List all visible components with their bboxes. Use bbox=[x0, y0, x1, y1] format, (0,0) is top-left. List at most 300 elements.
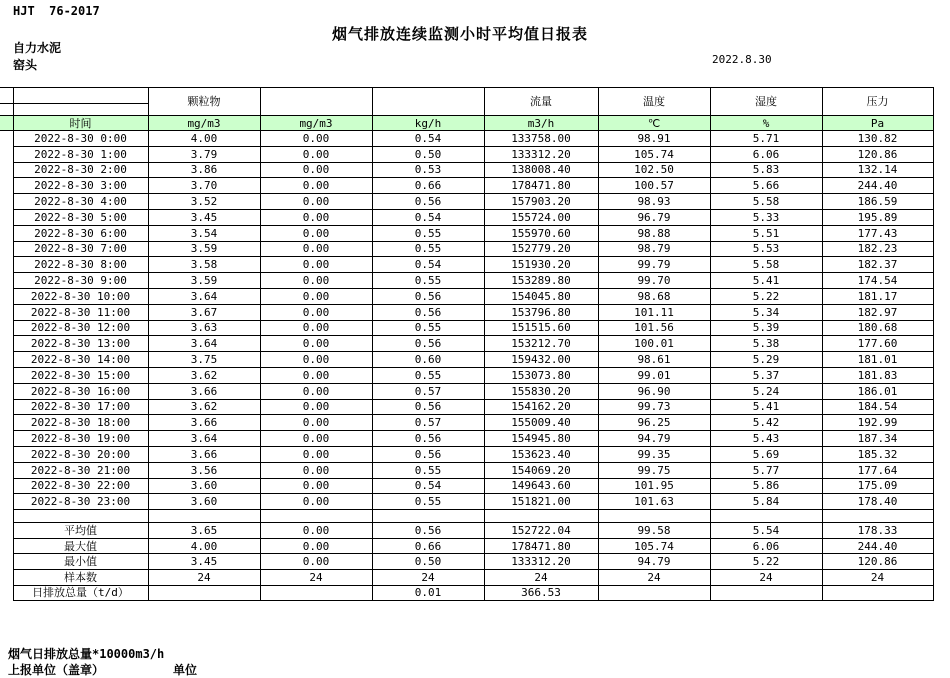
data-cell: 181.01 bbox=[822, 352, 933, 368]
summary-label-cell: 日排放总量（t/d） bbox=[13, 585, 148, 601]
table-row bbox=[0, 462, 933, 478]
summary-value-cell: 0.56 bbox=[372, 523, 484, 539]
column-group-header bbox=[260, 88, 372, 116]
summary-value-cell: 94.79 bbox=[598, 554, 710, 570]
summary-value-cell: 24 bbox=[260, 569, 372, 585]
time-cell: 2022-8-30 18:00 bbox=[13, 415, 148, 431]
summary-value-cell: 24 bbox=[372, 569, 484, 585]
time-header-upper-cell bbox=[13, 88, 148, 104]
column-group-header bbox=[372, 88, 484, 116]
data-cell: 0.00 bbox=[260, 352, 372, 368]
data-cell: 0.54 bbox=[372, 209, 484, 225]
table-row bbox=[0, 510, 933, 523]
unit-label: 单位 bbox=[173, 663, 198, 677]
time-cell: 2022-8-30 0:00 bbox=[13, 131, 148, 147]
data-cell: 5.84 bbox=[710, 494, 822, 510]
gutter-cell bbox=[0, 194, 13, 210]
gutter-cell bbox=[0, 415, 13, 431]
data-cell: 0.00 bbox=[260, 304, 372, 320]
summary-value-cell: 24 bbox=[710, 569, 822, 585]
data-cell: 185.32 bbox=[822, 446, 933, 462]
summary-label-cell: 最大值 bbox=[13, 538, 148, 554]
unit-header-cell: mg/m3 bbox=[260, 116, 372, 131]
data-cell: 3.66 bbox=[148, 415, 260, 431]
gutter-cell bbox=[0, 257, 13, 273]
table-row bbox=[0, 523, 933, 539]
data-cell: 5.39 bbox=[710, 320, 822, 336]
gutter-cell bbox=[0, 554, 13, 570]
data-cell: 192.99 bbox=[822, 415, 933, 431]
time-cell: 2022-8-30 17:00 bbox=[13, 399, 148, 415]
column-group-header: 湿度 bbox=[710, 88, 822, 116]
summary-value-cell: 24 bbox=[484, 569, 598, 585]
empty-cell bbox=[260, 510, 372, 523]
empty-cell bbox=[710, 510, 822, 523]
time-cell: 2022-8-30 20:00 bbox=[13, 446, 148, 462]
table-row bbox=[0, 88, 933, 104]
table-row bbox=[0, 415, 933, 431]
gutter-cell bbox=[0, 273, 13, 289]
summary-value-cell: 0.00 bbox=[260, 523, 372, 539]
data-cell: 0.55 bbox=[372, 273, 484, 289]
data-cell: 5.22 bbox=[710, 288, 822, 304]
data-cell: 3.52 bbox=[148, 194, 260, 210]
data-cell: 99.35 bbox=[598, 446, 710, 462]
data-cell: 177.43 bbox=[822, 225, 933, 241]
data-cell: 99.73 bbox=[598, 399, 710, 415]
summary-value-cell: 24 bbox=[148, 569, 260, 585]
data-cell: 5.24 bbox=[710, 383, 822, 399]
time-cell: 2022-8-30 19:00 bbox=[13, 431, 148, 447]
data-cell: 0.55 bbox=[372, 320, 484, 336]
data-cell: 0.54 bbox=[372, 478, 484, 494]
data-cell: 132.14 bbox=[822, 162, 933, 178]
data-cell: 5.83 bbox=[710, 162, 822, 178]
summary-value-cell bbox=[598, 585, 710, 601]
data-cell: 5.58 bbox=[710, 257, 822, 273]
data-cell: 0.55 bbox=[372, 462, 484, 478]
data-cell: 0.00 bbox=[260, 383, 372, 399]
data-cell: 4.00 bbox=[148, 131, 260, 147]
data-cell: 3.67 bbox=[148, 304, 260, 320]
summary-value-cell: 99.58 bbox=[598, 523, 710, 539]
summary-value-cell: 178.33 bbox=[822, 523, 933, 539]
data-cell: 154945.80 bbox=[484, 431, 598, 447]
data-cell: 5.38 bbox=[710, 336, 822, 352]
data-cell: 101.11 bbox=[598, 304, 710, 320]
data-cell: 3.62 bbox=[148, 367, 260, 383]
report-table-body bbox=[0, 88, 933, 601]
gutter-cell bbox=[0, 288, 13, 304]
summary-value-cell: 24 bbox=[822, 569, 933, 585]
data-cell: 186.01 bbox=[822, 383, 933, 399]
data-cell: 0.56 bbox=[372, 288, 484, 304]
data-cell: 98.91 bbox=[598, 131, 710, 147]
data-cell: 5.86 bbox=[710, 478, 822, 494]
time-cell: 2022-8-30 12:00 bbox=[13, 320, 148, 336]
data-cell: 98.93 bbox=[598, 194, 710, 210]
data-cell: 138008.40 bbox=[484, 162, 598, 178]
data-cell: 3.66 bbox=[148, 383, 260, 399]
summary-value-cell: 0.00 bbox=[260, 538, 372, 554]
data-cell: 5.42 bbox=[710, 415, 822, 431]
report-date: 2022.8.30 bbox=[712, 53, 772, 66]
data-cell: 3.60 bbox=[148, 494, 260, 510]
summary-value-cell: 3.65 bbox=[148, 523, 260, 539]
unit-header-cell: mg/m3 bbox=[148, 116, 260, 131]
data-cell: 153073.80 bbox=[484, 367, 598, 383]
gutter-cell bbox=[0, 241, 13, 257]
unit-header-cell: ℃ bbox=[598, 116, 710, 131]
gutter-cell bbox=[0, 336, 13, 352]
time-cell: 2022-8-30 21:00 bbox=[13, 462, 148, 478]
data-cell: 3.70 bbox=[148, 178, 260, 194]
data-cell: 0.00 bbox=[260, 446, 372, 462]
data-cell: 155830.20 bbox=[484, 383, 598, 399]
gutter-cell bbox=[0, 585, 13, 601]
column-group-header: 温度 bbox=[598, 88, 710, 116]
data-cell: 120.86 bbox=[822, 146, 933, 162]
data-cell: 244.40 bbox=[822, 178, 933, 194]
gutter-cell bbox=[0, 162, 13, 178]
data-cell: 98.61 bbox=[598, 352, 710, 368]
data-cell: 130.82 bbox=[822, 131, 933, 147]
table-row bbox=[0, 367, 933, 383]
data-cell: 0.00 bbox=[260, 462, 372, 478]
gutter-cell bbox=[0, 494, 13, 510]
data-cell: 5.43 bbox=[710, 431, 822, 447]
time-cell: 2022-8-30 7:00 bbox=[13, 241, 148, 257]
summary-value-cell: 133312.20 bbox=[484, 554, 598, 570]
data-cell: 3.60 bbox=[148, 478, 260, 494]
gutter-cell bbox=[0, 131, 13, 147]
data-cell: 177.60 bbox=[822, 336, 933, 352]
gutter-cell bbox=[0, 478, 13, 494]
summary-value-cell: 366.53 bbox=[484, 585, 598, 601]
data-cell: 101.63 bbox=[598, 494, 710, 510]
gutter-cell bbox=[0, 146, 13, 162]
data-cell: 180.68 bbox=[822, 320, 933, 336]
data-cell: 0.55 bbox=[372, 367, 484, 383]
standard-code: HJT 76-2017 bbox=[13, 4, 100, 18]
time-cell: 2022-8-30 5:00 bbox=[13, 209, 148, 225]
data-cell: 0.00 bbox=[260, 320, 372, 336]
data-cell: 105.74 bbox=[598, 146, 710, 162]
gutter-cell bbox=[0, 510, 13, 523]
table-row bbox=[0, 209, 933, 225]
data-cell: 5.69 bbox=[710, 446, 822, 462]
summary-value-cell bbox=[148, 585, 260, 601]
table-row bbox=[0, 320, 933, 336]
data-cell: 0.55 bbox=[372, 241, 484, 257]
data-cell: 153212.70 bbox=[484, 336, 598, 352]
gutter-cell bbox=[0, 538, 13, 554]
data-cell: 96.90 bbox=[598, 383, 710, 399]
table-row bbox=[0, 273, 933, 289]
unit-header-cell: kg/h bbox=[372, 116, 484, 131]
data-cell: 6.06 bbox=[710, 146, 822, 162]
data-cell: 182.37 bbox=[822, 257, 933, 273]
data-cell: 5.41 bbox=[710, 273, 822, 289]
data-cell: 0.60 bbox=[372, 352, 484, 368]
table-row bbox=[0, 538, 933, 554]
empty-cell bbox=[598, 510, 710, 523]
data-cell: 0.56 bbox=[372, 304, 484, 320]
data-cell: 182.23 bbox=[822, 241, 933, 257]
gutter-cell bbox=[0, 446, 13, 462]
summary-value-cell: 178471.80 bbox=[484, 538, 598, 554]
gutter-cell bbox=[0, 225, 13, 241]
data-cell: 98.79 bbox=[598, 241, 710, 257]
data-cell: 195.89 bbox=[822, 209, 933, 225]
gutter-cell bbox=[0, 431, 13, 447]
data-cell: 177.64 bbox=[822, 462, 933, 478]
data-cell: 152779.20 bbox=[484, 241, 598, 257]
data-cell: 0.00 bbox=[260, 336, 372, 352]
data-cell: 181.83 bbox=[822, 367, 933, 383]
data-cell: 174.54 bbox=[822, 273, 933, 289]
data-cell: 0.00 bbox=[260, 194, 372, 210]
data-cell: 159432.00 bbox=[484, 352, 598, 368]
company-name: 自力水泥 bbox=[13, 41, 62, 55]
gutter-cell bbox=[0, 178, 13, 194]
data-cell: 0.00 bbox=[260, 431, 372, 447]
data-cell: 0.00 bbox=[260, 273, 372, 289]
data-cell: 0.54 bbox=[372, 131, 484, 147]
time-cell: 2022-8-30 1:00 bbox=[13, 146, 148, 162]
data-cell: 0.00 bbox=[260, 225, 372, 241]
gutter-cell bbox=[0, 367, 13, 383]
table-row bbox=[0, 304, 933, 320]
data-cell: 99.01 bbox=[598, 367, 710, 383]
column-group-header: 压力 bbox=[822, 88, 933, 116]
data-cell: 0.00 bbox=[260, 367, 372, 383]
data-cell: 0.00 bbox=[260, 478, 372, 494]
summary-value-cell: 6.06 bbox=[710, 538, 822, 554]
data-cell: 0.00 bbox=[260, 146, 372, 162]
table-row bbox=[0, 554, 933, 570]
data-cell: 100.57 bbox=[598, 178, 710, 194]
table-row bbox=[0, 194, 933, 210]
data-cell: 3.59 bbox=[148, 273, 260, 289]
gutter-cell bbox=[0, 104, 13, 116]
unit-header-cell: 时间 bbox=[13, 116, 148, 131]
data-cell: 5.33 bbox=[710, 209, 822, 225]
data-cell: 5.71 bbox=[710, 131, 822, 147]
data-cell: 5.53 bbox=[710, 241, 822, 257]
unit-header-cell: % bbox=[710, 116, 822, 131]
time-cell: 2022-8-30 23:00 bbox=[13, 494, 148, 510]
data-cell: 99.70 bbox=[598, 273, 710, 289]
data-cell: 96.25 bbox=[598, 415, 710, 431]
summary-label-cell: 样本数 bbox=[13, 569, 148, 585]
summary-value-cell: 120.86 bbox=[822, 554, 933, 570]
time-header-lower-cell bbox=[13, 104, 148, 116]
time-cell: 2022-8-30 15:00 bbox=[13, 367, 148, 383]
table-row bbox=[0, 352, 933, 368]
data-cell: 3.58 bbox=[148, 257, 260, 273]
time-cell: 2022-8-30 13:00 bbox=[13, 336, 148, 352]
data-cell: 0.56 bbox=[372, 446, 484, 462]
data-cell: 5.37 bbox=[710, 367, 822, 383]
data-cell: 5.41 bbox=[710, 399, 822, 415]
data-cell: 153796.80 bbox=[484, 304, 598, 320]
data-cell: 133758.00 bbox=[484, 131, 598, 147]
data-cell: 0.00 bbox=[260, 178, 372, 194]
table-row bbox=[0, 241, 933, 257]
data-cell: 0.57 bbox=[372, 383, 484, 399]
data-cell: 151515.60 bbox=[484, 320, 598, 336]
gutter-cell bbox=[0, 88, 13, 104]
data-cell: 5.51 bbox=[710, 225, 822, 241]
data-cell: 5.58 bbox=[710, 194, 822, 210]
summary-value-cell: 0.00 bbox=[260, 554, 372, 570]
data-cell: 3.86 bbox=[148, 162, 260, 178]
gutter-cell bbox=[0, 209, 13, 225]
reporting-unit-label: 上报单位（盖章） bbox=[8, 663, 105, 677]
summary-value-cell: 4.00 bbox=[148, 538, 260, 554]
data-cell: 133312.20 bbox=[484, 146, 598, 162]
data-cell: 0.56 bbox=[372, 431, 484, 447]
table-row bbox=[0, 383, 933, 399]
data-cell: 153623.40 bbox=[484, 446, 598, 462]
data-cell: 0.00 bbox=[260, 241, 372, 257]
data-cell: 0.56 bbox=[372, 336, 484, 352]
gutter-cell bbox=[0, 352, 13, 368]
data-cell: 94.79 bbox=[598, 431, 710, 447]
summary-value-cell: 5.54 bbox=[710, 523, 822, 539]
empty-cell bbox=[148, 510, 260, 523]
time-cell: 2022-8-30 14:00 bbox=[13, 352, 148, 368]
summary-value-cell: 0.66 bbox=[372, 538, 484, 554]
table-row bbox=[0, 178, 933, 194]
data-cell: 184.54 bbox=[822, 399, 933, 415]
data-cell: 187.34 bbox=[822, 431, 933, 447]
data-cell: 3.66 bbox=[148, 446, 260, 462]
station-name: 窑头 bbox=[13, 58, 38, 72]
data-cell: 0.00 bbox=[260, 209, 372, 225]
summary-value-cell: 24 bbox=[598, 569, 710, 585]
data-cell: 0.54 bbox=[372, 257, 484, 273]
table-row bbox=[0, 116, 933, 131]
time-cell: 2022-8-30 22:00 bbox=[13, 478, 148, 494]
data-cell: 3.45 bbox=[148, 209, 260, 225]
data-cell: 98.68 bbox=[598, 288, 710, 304]
empty-cell bbox=[822, 510, 933, 523]
table-row bbox=[0, 162, 933, 178]
data-cell: 151930.20 bbox=[484, 257, 598, 273]
data-cell: 154045.80 bbox=[484, 288, 598, 304]
time-cell: 2022-8-30 11:00 bbox=[13, 304, 148, 320]
table-row bbox=[0, 585, 933, 601]
data-cell: 3.64 bbox=[148, 431, 260, 447]
summary-value-cell: 105.74 bbox=[598, 538, 710, 554]
table-row bbox=[0, 431, 933, 447]
data-cell: 0.50 bbox=[372, 146, 484, 162]
data-cell: 3.63 bbox=[148, 320, 260, 336]
data-cell: 181.17 bbox=[822, 288, 933, 304]
time-cell: 2022-8-30 4:00 bbox=[13, 194, 148, 210]
page-title: 烟气排放连续监测小时平均值日报表 bbox=[331, 25, 588, 43]
data-cell: 0.00 bbox=[260, 494, 372, 510]
summary-label-cell: 平均值 bbox=[13, 523, 148, 539]
data-cell: 5.29 bbox=[710, 352, 822, 368]
gutter-cell bbox=[0, 320, 13, 336]
data-cell: 0.00 bbox=[260, 399, 372, 415]
summary-label-cell: 最小值 bbox=[13, 554, 148, 570]
gutter-cell bbox=[0, 399, 13, 415]
data-cell: 178471.80 bbox=[484, 178, 598, 194]
table-row bbox=[0, 257, 933, 273]
column-group-header: 流量 bbox=[484, 88, 598, 116]
summary-value-cell bbox=[710, 585, 822, 601]
data-cell: 154069.20 bbox=[484, 462, 598, 478]
data-cell: 154162.20 bbox=[484, 399, 598, 415]
data-cell: 157903.20 bbox=[484, 194, 598, 210]
data-cell: 0.00 bbox=[260, 131, 372, 147]
data-cell: 0.66 bbox=[372, 178, 484, 194]
data-cell: 0.56 bbox=[372, 194, 484, 210]
data-cell: 101.56 bbox=[598, 320, 710, 336]
data-cell: 149643.60 bbox=[484, 478, 598, 494]
data-cell: 102.50 bbox=[598, 162, 710, 178]
data-cell: 99.75 bbox=[598, 462, 710, 478]
data-cell: 3.62 bbox=[148, 399, 260, 415]
data-cell: 0.00 bbox=[260, 257, 372, 273]
data-cell: 3.64 bbox=[148, 288, 260, 304]
data-cell: 3.59 bbox=[148, 241, 260, 257]
table-row bbox=[0, 131, 933, 147]
report-table bbox=[0, 87, 934, 601]
data-cell: 0.00 bbox=[260, 288, 372, 304]
data-cell: 153289.80 bbox=[484, 273, 598, 289]
table-row bbox=[0, 446, 933, 462]
time-cell: 2022-8-30 3:00 bbox=[13, 178, 148, 194]
data-cell: 3.75 bbox=[148, 352, 260, 368]
gutter-cell bbox=[0, 523, 13, 539]
data-cell: 5.77 bbox=[710, 462, 822, 478]
empty-cell bbox=[372, 510, 484, 523]
data-cell: 5.66 bbox=[710, 178, 822, 194]
data-cell: 0.56 bbox=[372, 399, 484, 415]
data-cell: 155724.00 bbox=[484, 209, 598, 225]
gutter-cell bbox=[0, 383, 13, 399]
summary-value-cell bbox=[822, 585, 933, 601]
data-cell: 0.55 bbox=[372, 225, 484, 241]
gutter-cell bbox=[0, 116, 13, 131]
data-cell: 175.09 bbox=[822, 478, 933, 494]
data-cell: 99.79 bbox=[598, 257, 710, 273]
column-group-header: 颗粒物 bbox=[148, 88, 260, 116]
data-cell: 178.40 bbox=[822, 494, 933, 510]
data-cell: 155970.60 bbox=[484, 225, 598, 241]
summary-value-cell bbox=[260, 585, 372, 601]
time-cell: 2022-8-30 6:00 bbox=[13, 225, 148, 241]
table-row bbox=[0, 399, 933, 415]
data-cell: 98.88 bbox=[598, 225, 710, 241]
data-cell: 3.64 bbox=[148, 336, 260, 352]
summary-value-cell: 0.01 bbox=[372, 585, 484, 601]
data-cell: 0.53 bbox=[372, 162, 484, 178]
data-cell: 96.79 bbox=[598, 209, 710, 225]
table-row bbox=[0, 569, 933, 585]
time-cell: 2022-8-30 8:00 bbox=[13, 257, 148, 273]
gutter-cell bbox=[0, 462, 13, 478]
table-row bbox=[0, 288, 933, 304]
data-cell: 3.56 bbox=[148, 462, 260, 478]
gutter-cell bbox=[0, 569, 13, 585]
table-row bbox=[0, 478, 933, 494]
